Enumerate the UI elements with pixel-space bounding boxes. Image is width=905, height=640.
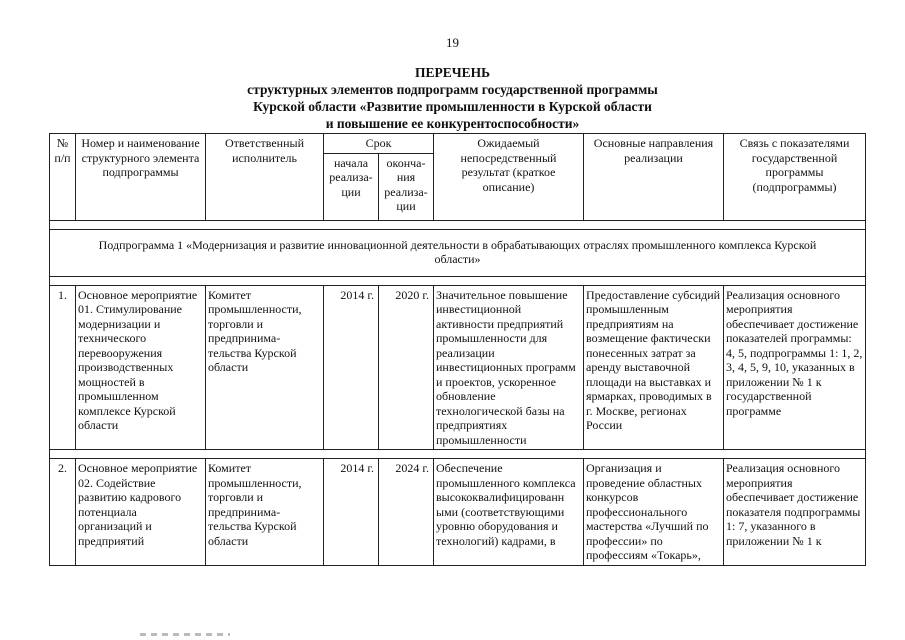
row-result: Обеспечение промышленного комплекса высококвалифицированн ыми (соответствующими уровню оборудования и технологий) кадрами, в <box>434 459 584 566</box>
spacer-cell <box>50 220 866 229</box>
spacer-cell <box>50 276 866 285</box>
row-executor: Комитет промышленности, торговли и предпринима- тельства Курской области <box>206 285 324 450</box>
header-row <box>50 134 866 154</box>
title-line: структурных элементов подпрограмм государственной программы <box>247 82 658 97</box>
row-executor: Комитет промышленности, торговли и предпринима- тельства Курской области <box>206 459 324 566</box>
row-end: 2024 г. <box>379 459 434 566</box>
row-result: Значительное повышение инвестиционной активности предприятий промышленности для реализации инвестиционных программ и проектов, ускоренное обновление технологической базы на предприятиях промышленности <box>434 285 584 450</box>
page-bottom-margin <box>0 578 905 640</box>
row-start: 2014 г. <box>324 459 379 566</box>
spacer-row <box>50 450 866 459</box>
header-term-end: оконча- ния реализа- ции <box>379 153 434 220</box>
header-result: Ожидаемый непосредственный результат (краткое описание) <box>434 134 584 221</box>
header-element: Номер и наименование структурного элемента подпрограммы <box>76 134 206 221</box>
row-num: 1. <box>50 285 76 450</box>
header-num: № п/п <box>50 134 76 221</box>
spacer-row <box>50 220 866 229</box>
subprogram-row <box>50 229 866 276</box>
scan-artifact <box>140 633 230 636</box>
header-link: Связь с показателями государственной программы (подпрограммы) <box>724 134 866 221</box>
title-heading: ПЕРЕЧЕНЬ <box>414 65 491 80</box>
row-directions: Организация и проведение областных конкурсов профессионального мастерства «Лучший по профессии» по профессиям «Токарь», <box>584 459 724 566</box>
title-line: и повышение ее конкурентоспособности» <box>325 116 580 131</box>
spacer-row <box>50 276 866 285</box>
row-element: Основное мероприятие 02. Содействие развитию кадрового потенциала организаций и предприятий <box>76 459 206 566</box>
header-term-start: начала реализа- ции <box>324 153 379 220</box>
header-directions: Основные направления реализации <box>584 134 724 221</box>
row-directions: Предоставление субсидий промышленным предприятиям на возмещение фактически понесенных затрат за аренду выставочной площади на выставках и ярмарках, проводимых в г. Москве, регионах России <box>584 285 724 450</box>
structural-elements-table <box>49 133 866 566</box>
table-row <box>50 285 866 450</box>
title-line: Курской области «Развитие промышленности в Курской области <box>253 99 652 114</box>
row-num: 2. <box>50 459 76 566</box>
header-executor: Ответственный исполнитель <box>206 134 324 221</box>
header-term: Срок <box>324 134 434 154</box>
row-element: Основное мероприятие 01. Стимулирование модернизации и технического перевооружения производственных мощностей в промышленном комплексе Курской области <box>76 285 206 450</box>
row-end: 2020 г. <box>379 285 434 450</box>
document-title <box>0 64 905 132</box>
row-start: 2014 г. <box>324 285 379 450</box>
row-link: Реализация основного мероприятия обеспечивает достижение показателей программы: 4, 5, подпрограммы 1: 1, 2, 3, 4, 5, 9, 10, указанных в приложении № 1 к государственной программе <box>724 285 866 450</box>
row-link: Реализация основного мероприятия обеспечивает достижение показателя подпрограммы 1: 7, указанного в приложении № 1 к <box>724 459 866 566</box>
table-row <box>50 459 866 566</box>
spacer-cell <box>50 450 866 459</box>
page-number: 19 <box>446 35 459 50</box>
subprogram-title: Подпрограмма 1 «Модернизация и развитие инновационной деятельности в обрабатывающих отраслях промышленного комплекса Курской области» <box>50 229 866 276</box>
